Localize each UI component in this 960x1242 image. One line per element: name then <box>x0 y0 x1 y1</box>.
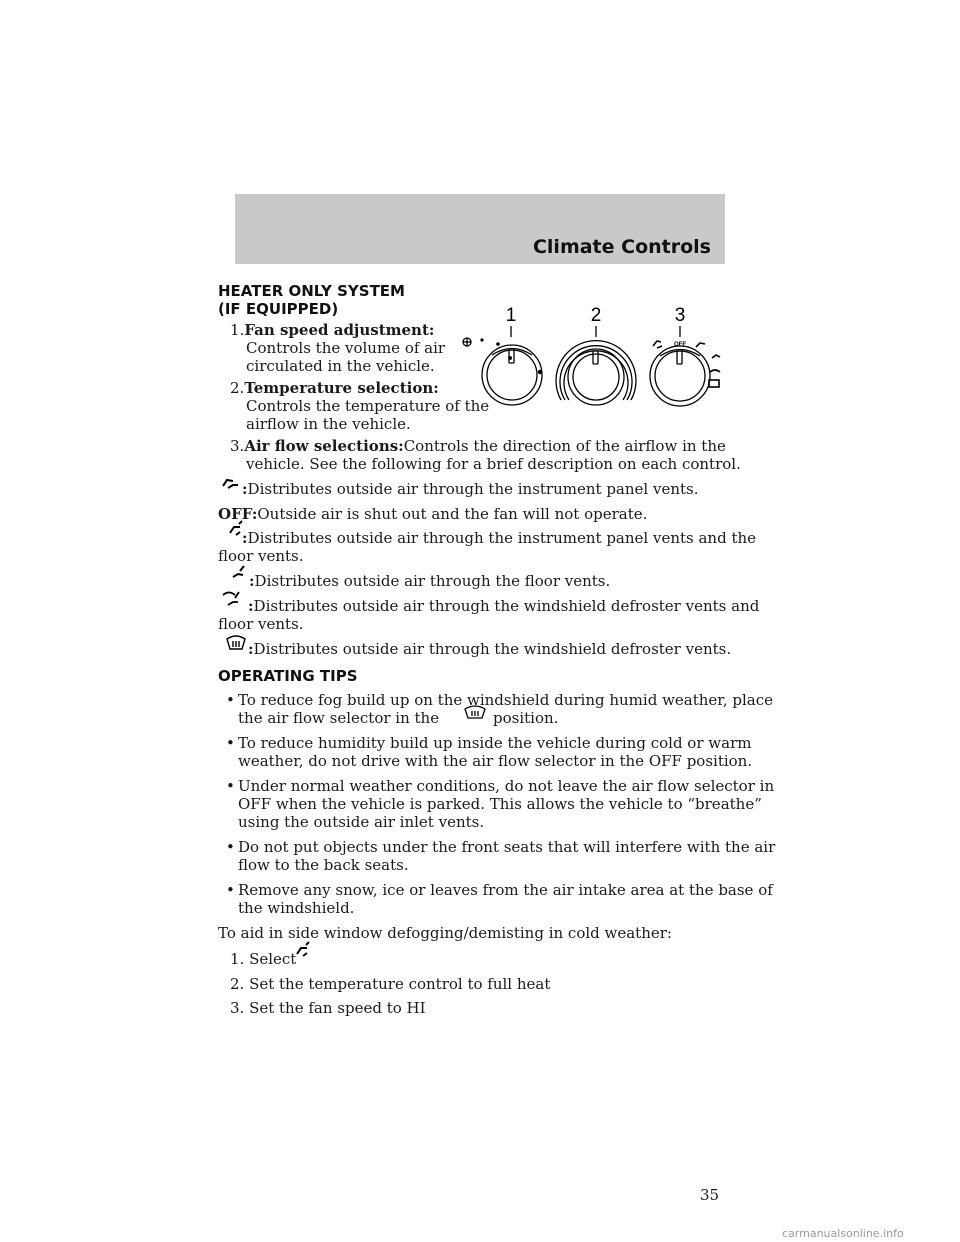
mode-defrost-floor-line: floor vents. <box>218 615 304 633</box>
defrost-icon <box>224 632 248 652</box>
tip-bullet: • <box>226 838 235 856</box>
mode-floor: :Distributes outside air through the floor vents. <box>218 572 610 590</box>
tip-2-line: To reduce humidity build up inside the vehicle during cold or warm <box>238 734 752 752</box>
tip-3-line: OFF when the vehicle is parked. This allows the vehicle to “breathe” <box>238 795 762 813</box>
mode-defrost-floor: :Distributes outside air through the windshield defroster vents and <box>218 597 759 615</box>
defrost-floor-icon <box>220 589 246 609</box>
control-3-line: vehicle. See the following for a brief description on each control. <box>246 455 741 473</box>
page-header-title: Climate Controls <box>532 236 711 258</box>
off-label: OFF <box>674 342 686 348</box>
floor-icon <box>230 564 250 582</box>
defog-intro: To aid in side window defogging/demisting in cold weather: <box>218 924 672 942</box>
control-1-title: Fan speed adjustment: <box>244 321 435 339</box>
knob-label-1: 1 <box>505 305 517 326</box>
mode-panel: :Distributes outside air through the instrument panel vents. <box>218 480 698 498</box>
tip-bullet: • <box>226 734 235 752</box>
defrost-icon <box>462 703 488 721</box>
knob-label-2: 2 <box>590 305 602 326</box>
control-2-title: Temperature selection: <box>244 379 439 397</box>
tip-1-line: the air flow selector in the position. <box>238 709 439 727</box>
defog-step-3: 3. Set the fan speed to HI <box>230 999 426 1017</box>
tip-3-line: using the outside air inlet vents. <box>238 813 485 831</box>
control-3: 3.Air flow selections:Controls the direction of the airflow in the <box>230 437 726 455</box>
panel-floor-icon <box>294 940 316 960</box>
section-heading: HEATER ONLY SYSTEM <box>218 282 405 300</box>
mode-defrost: :Distributes outside air through the windshield defroster vents. <box>218 640 731 658</box>
page-number: 35 <box>700 1186 720 1204</box>
tip-2-line: weather, do not drive with the air flow selector in the OFF position. <box>238 752 753 770</box>
mode-off: OFF:Outside air is shut out and the fan will not operate. <box>218 505 648 523</box>
tip-1-line: To reduce fog build up on the windshield during humid weather, place <box>238 691 773 709</box>
tip-5-line: the windshield. <box>238 899 355 917</box>
tip-bullet: • <box>226 777 235 795</box>
tip-bullet: • <box>226 691 235 709</box>
mode-panel-floor: :Distributes outside air through the instrument panel vents and the <box>218 529 756 547</box>
tip-5-line: Remove any snow, ice or leaves from the air intake area at the base of <box>238 881 773 899</box>
operating-tips-heading: OPERATING TIPS <box>218 667 358 685</box>
watermark: carmanualsonline.info <box>782 1227 904 1240</box>
defog-step-1: 1. Select <box>230 950 296 968</box>
defog-step-2: 2. Set the temperature control to full heat <box>230 975 551 993</box>
control-1-line: Controls the volume of air <box>246 339 446 357</box>
tip-3-line: Under normal weather conditions, do not leave the air flow selector in <box>238 777 775 795</box>
header-band <box>235 194 725 264</box>
section-heading-sub: (IF EQUIPPED) <box>218 300 339 318</box>
climate-knobs-diagram <box>448 300 728 415</box>
tip-bullet: • <box>226 881 235 899</box>
control-1: 1.Fan speed adjustment: <box>230 321 435 339</box>
panel-floor-icon <box>226 519 246 539</box>
mode-panel-floor-line: floor vents. <box>218 547 304 565</box>
control-1-line: circulated in the vehicle. <box>246 357 435 375</box>
control-2: 2.Temperature selection: <box>230 379 439 397</box>
panel-vent-icon <box>220 474 240 492</box>
tip-4-line: Do not put objects under the front seats that will interfere with the air <box>238 838 776 856</box>
control-2-line: airflow in the vehicle. <box>246 415 411 433</box>
control-3-title: Air flow selections: <box>244 437 404 455</box>
knobs-illustration <box>448 300 728 415</box>
control-2-line: Controls the temperature of the <box>246 397 490 415</box>
tip-4-line: flow to the back seats. <box>238 856 409 874</box>
knob-label-3: 3 <box>674 305 686 326</box>
